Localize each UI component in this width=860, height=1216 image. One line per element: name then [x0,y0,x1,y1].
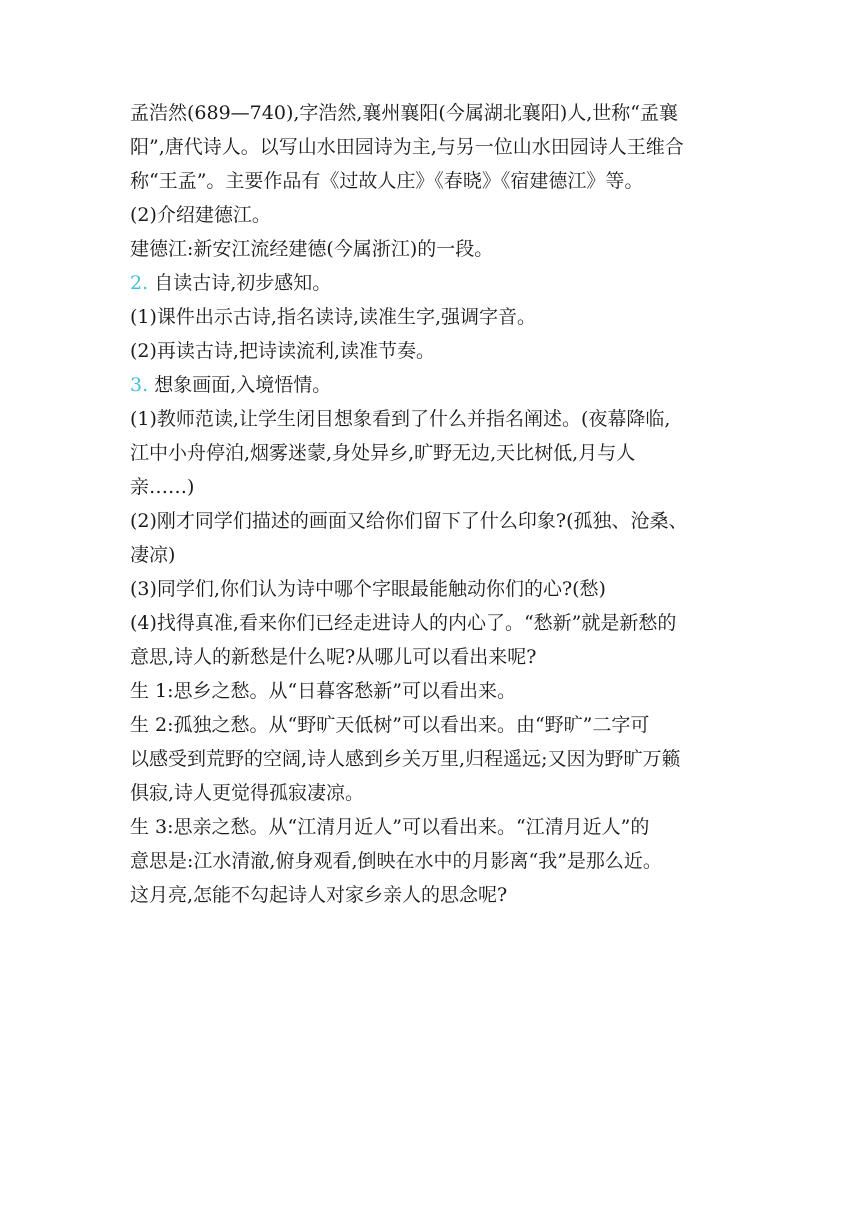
text-line: 这月亮,怎能不勾起诗人对家乡亲人的思念呢? [130,884,508,906]
author-intro-paragraph [130,96,730,198]
text-line: (1)教师范读,让学生闭目想象看到了什么并指名阐述。(夜幕降临, [130,408,671,430]
text-line: 凄凉) [130,544,176,566]
text-line: 意思是:江水清澈,俯身观看,倒映在水中的月影离“我”是那么近。 [130,850,662,872]
subsection-title-2: (2)介绍建德江。 [130,204,271,226]
step-3-heading [130,368,730,402]
text-line: (2)刚才同学们描述的画面又给你们留下了什么印象?(孤独、沧桑、 [130,510,688,532]
step-2-heading [130,266,730,300]
student-2-answer [130,708,730,810]
step-3-item-4 [130,606,730,674]
step-title: 想象画面,入境悟情。 [154,374,332,396]
text-line: (4)找得真准,看来你们已经走进诗人的内心了。“愁新”就是新愁的 [130,612,677,634]
document-body [130,96,730,912]
step-3-item-3: (3)同学们,你们认为诗中哪个字眼最能触动你们的心?(愁) [130,578,606,600]
text-line: 意思,诗人的新愁是什么呢?从哪儿可以看出来呢? [130,646,537,668]
student-3-answer [130,810,730,912]
jiandejiang-description: 建德江:新安江流经建德(今属浙江)的一段。 [130,238,494,260]
step-3-item-1 [130,402,730,504]
step-2-item-1: (1)课件出示古诗,指名读诗,读准生字,强调字音。 [130,306,537,328]
step-title: 自读古诗,初步感知。 [154,272,332,294]
text-line: 生 2:孤独之愁。从“野旷天低树”可以看出来。由“野旷”二字可 [130,714,650,736]
step-3-item-2 [130,504,730,572]
text-line: 孟浩然(689—740),字浩然,襄州襄阳(今属湖北襄阳)人,世称“孟襄 [130,102,679,124]
step-2-item-2: (2)再读古诗,把诗读流利,读准节奏。 [130,340,435,362]
text-line: 俱寂,诗人更觉得孤寂凄凉。 [130,782,365,804]
text-line: 以感受到荒野的空阔,诗人感到乡关万里,归程遥远;又因为野旷万籁 [130,748,681,770]
text-line: 亲……) [130,476,195,498]
text-line: 阳”,唐代诗人。以写山水田园诗为主,与另一位山水田园诗人王维合 [130,136,684,158]
text-line: 生 3:思亲之愁。从“江清月近人”可以看出来。“江清月近人”的 [130,816,650,838]
text-line: 称“王孟”。主要作品有《过故人庄》《春晓》《宿建德江》等。 [130,170,644,192]
text-line: 江中小舟停泊,烟雾迷蒙,身处异乡,旷野无边,天比树低,月与人 [130,442,636,464]
step-number: 2. [130,272,149,294]
step-number: 3. [130,374,149,396]
student-1-answer: 生 1:思乡之愁。从“日暮客愁新”可以看出来。 [130,680,516,702]
